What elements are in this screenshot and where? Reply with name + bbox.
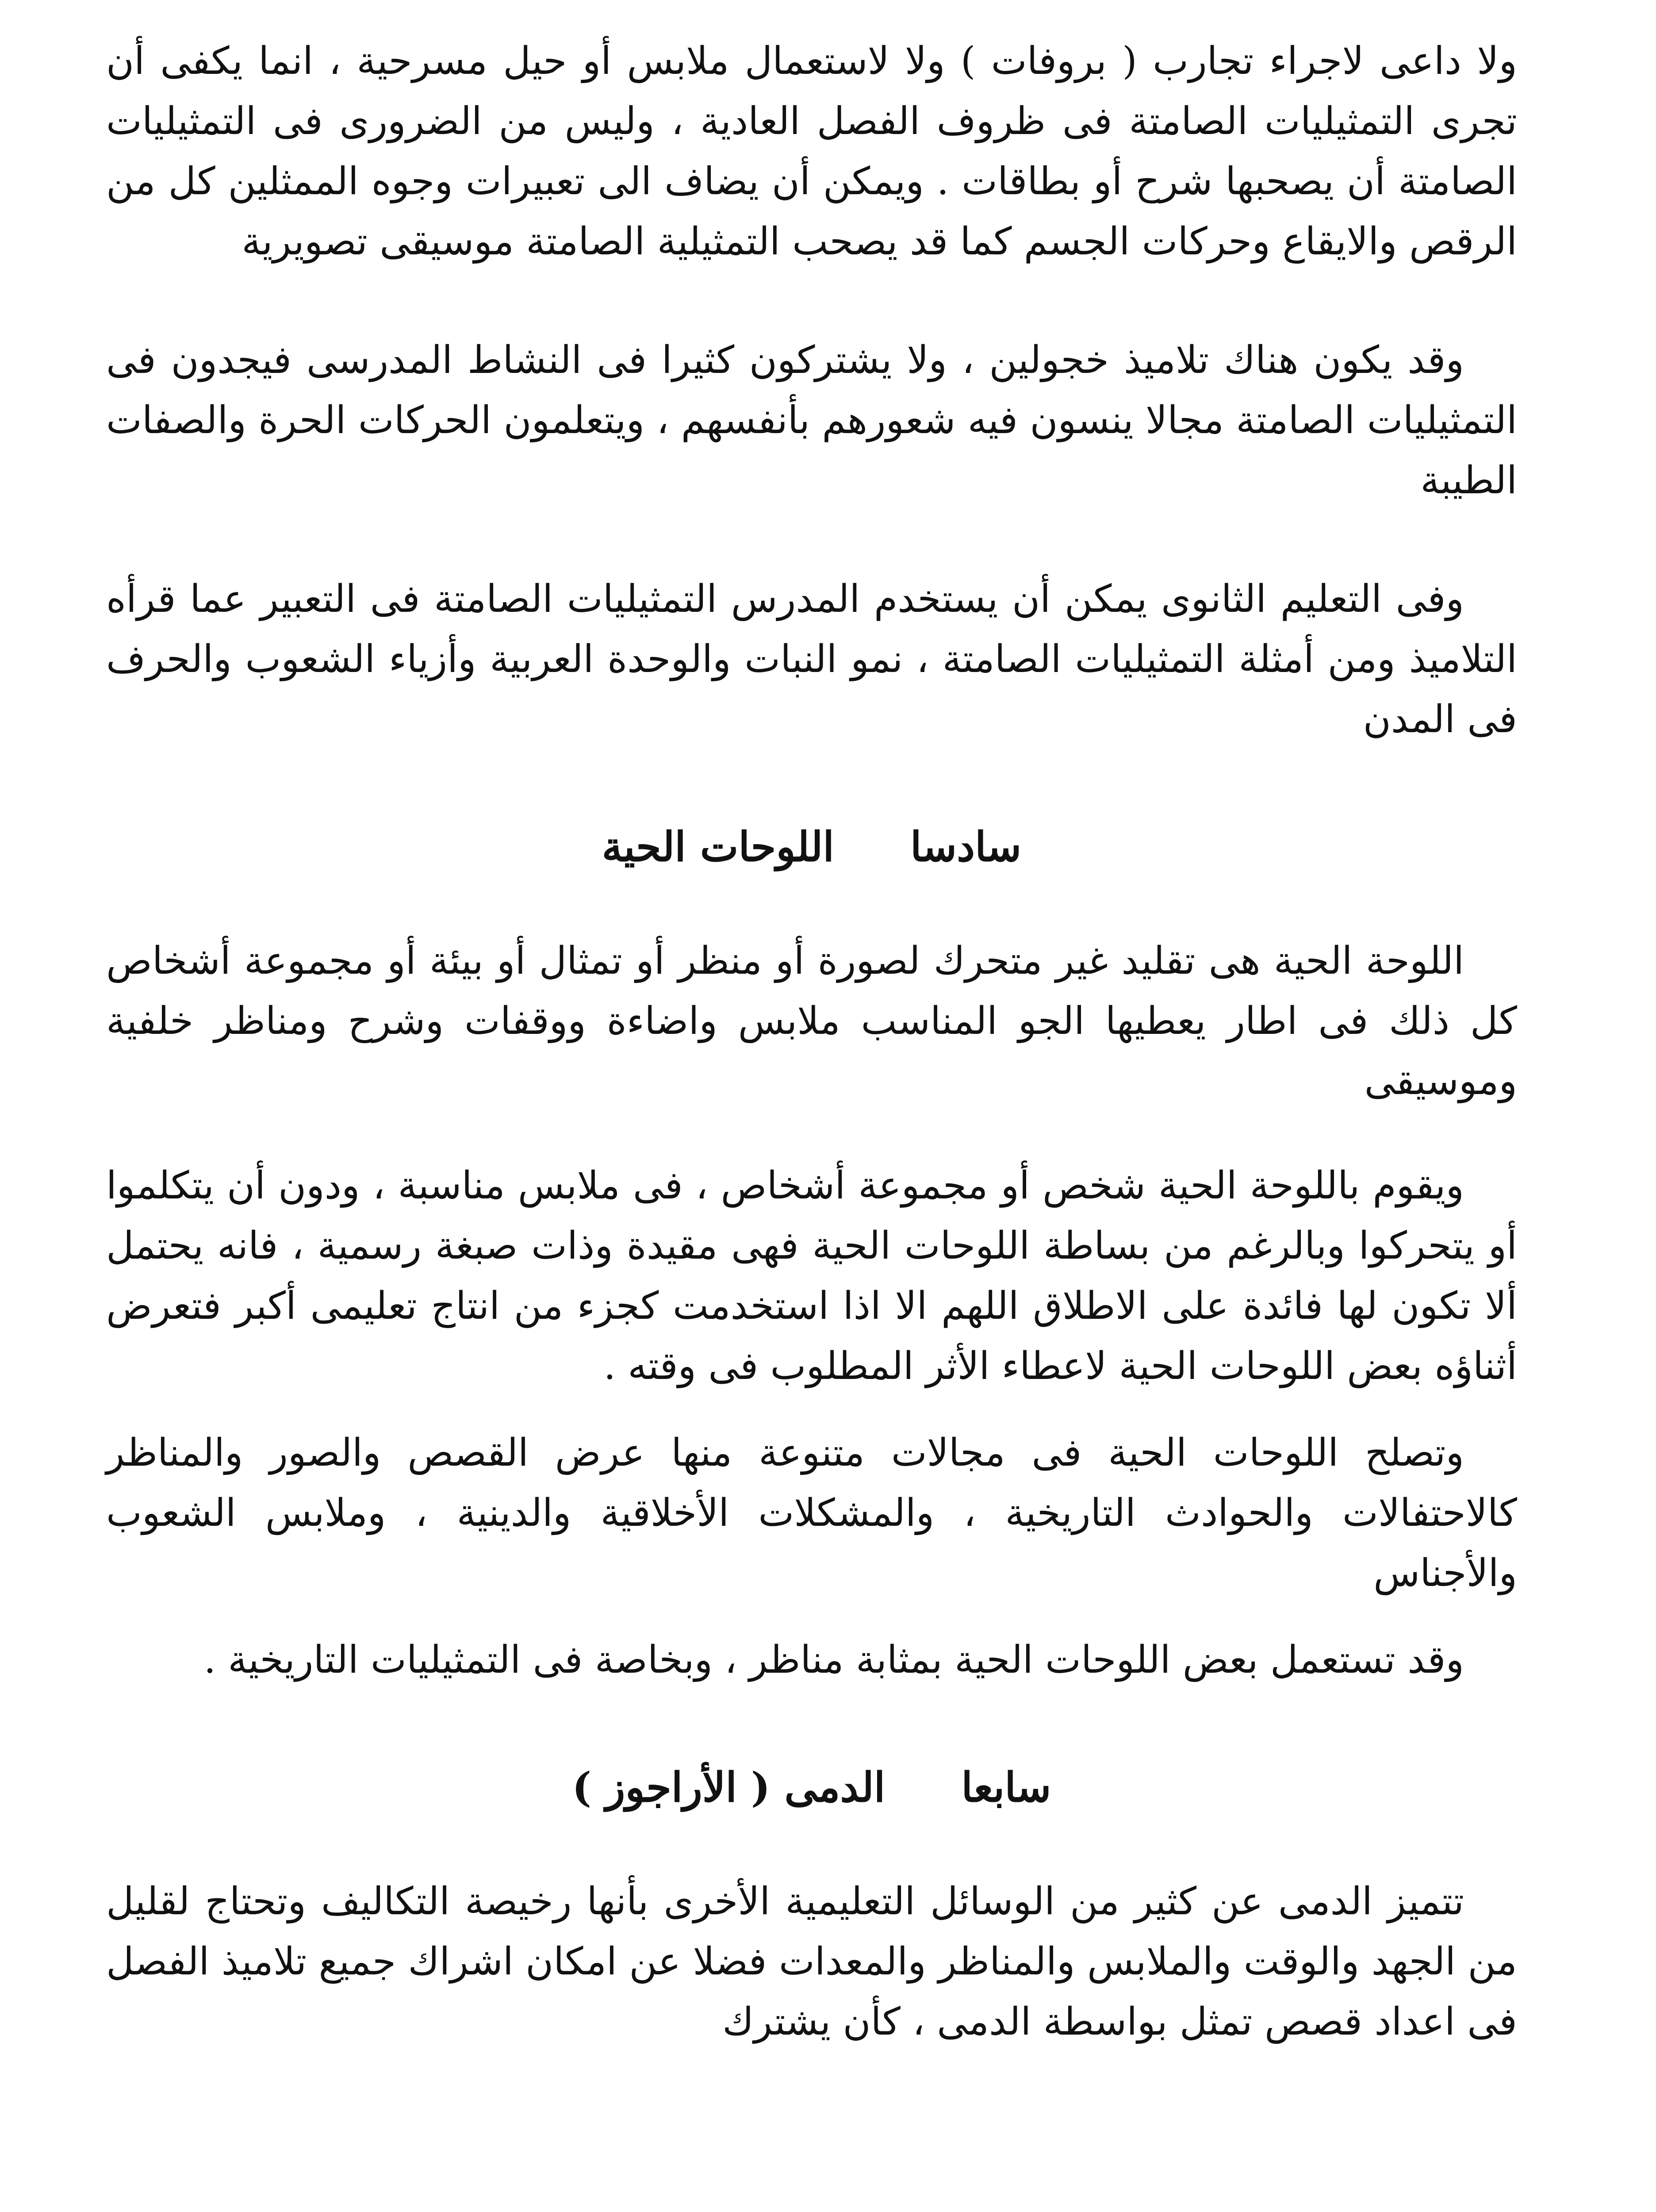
paragraph: اللوحة الحية هى تقليد غير متحرك لصورة أو منظر أو تمثال أو بيئة أو مجموعة أشخاص كل ذلك فى اطار يعطيها الجو المناسب ملابس واضاءة ووقفات وشرح ومناظر خلفية وموسيقى xyxy=(106,939,1517,1103)
section-heading-7 xyxy=(106,1756,1517,1818)
paragraph: وتصلح اللوحات الحية فى مجالات متنوعة منها عرض القصص والصور والمناظر كالاحتفالات والحوادث التاريخية ، والمشكلات الأخلاقية والدينية ، وملابس الشعوب والأجناس xyxy=(106,1431,1517,1595)
paragraph: وفى التعليم الثانوى يمكن أن يستخدم المدرس التمثيليات الصامتة فى التعبير عما قرأه التلاميذ ومن أمثلة التمثيليات الصامتة ، نمو النبات والوحدة العربية وأزياء الشعوب والحرف فى المدن xyxy=(106,577,1517,741)
book-page xyxy=(106,31,1517,2212)
paragraph: ويقوم باللوحة الحية شخص أو مجموعة أشخاص ، فى ملابس مناسبة ، ودون أن يتكلموا أو يتحركوا وبالرغم من بساطة اللوحات الحية فهى مقيدة وذات صبغة رسمية ، فانه يحتمل ألا تكون لها فائدة على الاطلاق اللهم الا اذا استخدمت كجزء من انتاج تعليمى أكبر فتعرض أثناؤه بعض اللوحات الحية لاعطاء الأثر المطلوب فى وقته . xyxy=(106,1164,1517,1388)
section-number: سابعا xyxy=(961,1763,1051,1811)
section-heading-6 xyxy=(106,816,1517,878)
paragraph: وقد يكون هناك تلاميذ خجولين ، ولا يشتركون كثيرا فى النشاط المدرسى فيجدون فى التمثيليات الصامتة مجالا ينسون فيه شعورهم بأنفسهم ، ويتعلمون الحركات الحرة والصفات الطيبة xyxy=(106,338,1517,503)
paragraph: ولا داعى لاجراء تجارب ( بروفات ) ولا لاستعمال ملابس أو حيل مسرحية ، انما يكفى أن تجرى التمثيليات الصامتة فى ظروف الفصل العادية ، وليس من الضرورى فى التمثيليات الصامتة أن يصحبها شرح أو بطاقات . ويمكن أن يضاف الى تعبيرات وجوه الممثلين كل من الرقص والايقاع وحركات الجسم كما قد يصحب التمثيلية الصامتة موسيقى تصويرية xyxy=(106,39,1517,264)
paragraph: وقد تستعمل بعض اللوحات الحية بمثابة مناظر ، وبخاصة فى التمثيليات التاريخية . xyxy=(203,1638,1464,1682)
section-title: اللوحات الحية xyxy=(602,823,834,871)
section-title: الدمى ( الأراجوز ) xyxy=(572,1763,886,1811)
section-number: سادسا xyxy=(910,823,1022,871)
paragraph: تتميز الدمى عن كثير من الوسائل التعليمية الأخرى بأنها رخيصة التكاليف وتحتاج لقليل من الجهد والوقت والملابس والمناظر والمعدات فضلا عن امكان اشراك جميع تلاميذ الفصل فى اعداد قصص تمثل بواسطة الدمى ، كأن يشترك xyxy=(106,1879,1517,2044)
